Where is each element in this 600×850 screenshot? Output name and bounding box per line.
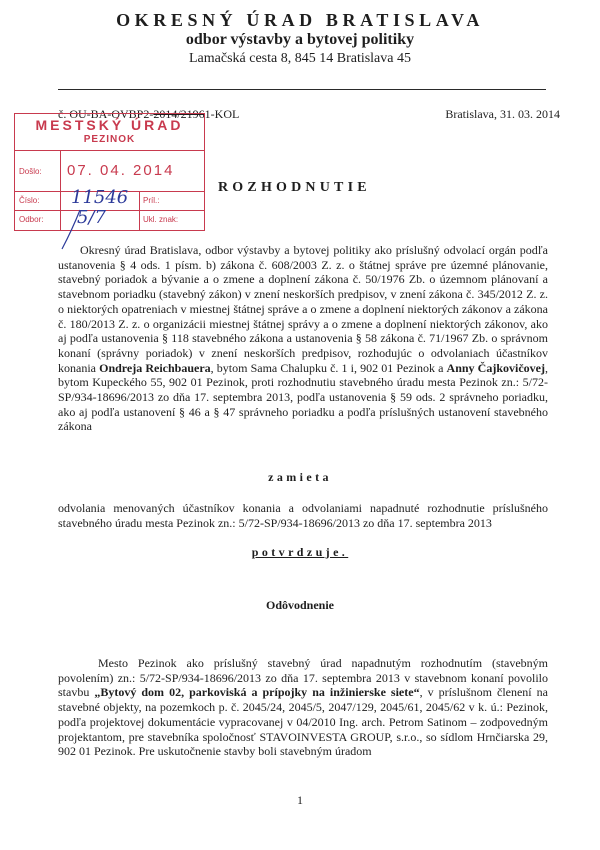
page-number: 1 xyxy=(297,793,303,807)
stamp-attachment-label: Príl.: xyxy=(143,196,160,205)
reasoning-text: Mesto Pezinok ako príslušný stavebný úrad napadnutým rozhodnutím (stavebným povolením) zn.: 5/72-SP/934-18696/2013 zo dňa 17. septembra 2013 v stavebnom konaní povolilo stavbu xyxy=(58,656,548,700)
appellant-name: Ondreja Reichbauera xyxy=(99,360,211,375)
decision-text: , bytom Kupeckého 55, 902 01 Pezinok, proti rozhodnutiu stavebného úradu mesta Pezinok zn.: 5/72-SP/934-18696/2013 zo dňa 17. septembra 2013, podľa ustanovenia § 59 ods. 2 správneho poriadku, ako aj podľa ustanovení § 46 a § 47 správneho poriadku a podľa príslušných ustanovení stavebného zákona xyxy=(58,360,548,434)
stamp-received-label: Došlo: xyxy=(19,167,42,176)
stamp-register-handwritten: 5/7 xyxy=(77,207,106,228)
appeal-paragraph: odvolania menovaných účastníkov konania a odvolaniami napadnuté rozhodnutie príslušného stavebného úradu mesta Pezinok zn.: 5/72-SP/934-18696/2013 zo dňa 17. septembra 2013 xyxy=(58,501,548,530)
reference-suffix: 1-KOL xyxy=(204,107,240,121)
reference-struck: 2014/2196 xyxy=(153,107,205,121)
place-and-date: Bratislava, 31. 03. 2014 xyxy=(445,107,560,121)
decision-paragraph xyxy=(58,243,548,434)
stamp-divider xyxy=(139,191,140,230)
stamp-title: MESTSKÝ ÚRAD xyxy=(35,117,184,133)
stamp-number-handwritten: 11546 xyxy=(71,187,129,208)
decision-text: Okresný úrad Bratislava, odbor výstavby a bytovej politiky ako príslušný odvolací orgán podľa ustanovenia § 4 ods. 1 písm. b) zákona č. 608/2003 Z. z. o štátnej správe pre územné plánovanie, stavebný poriadok a bývanie a o zmene a doplnení zákona č. 50/1976 Zb. o územnom plánovaní a stavebnom poriadku (stavebný zákon) v znení neskorších predpisov, v znení zákona č. 345/2012 Z. z. o niektorých opatreniach v miestnej štátnej správe a o zmene a doplnení niektorých zákonov a zákona č. 180/2013 Z. z. o organizácii miestnej štátnej správy a o zmene a doplnení niektorých zákonov, ako aj podľa ustanovenia § 118 stavebného zákona a ustanovenia § 58 zákona č. 71/1967 Zb. o správnom konaní (správny poriadok) v znení neskorších predpisov, rozhodujúc o odvolaniach účastníkov konania xyxy=(58,243,548,375)
reasoning-text: , v príslušnom členení na stavebné objekty, na pozemkoch p. č. 2045/24, 2045/5, 2047/129, 2045/61, 2045/62 v k. ú.: Pezinok, podľa projektovej dokumentácie vypracovanej v 04/2010 Ing. arch. Petrom Satinom – zodpovedným projektantom, pre stavebníka spoločnosť STAVOINVESTA GROUP, s.r.o., so sídlom Hrnčiarska 29, 902 01 Pezinok. Pre uskutočnenie stavby boli stavebným úradom xyxy=(58,685,548,759)
building-name: „Bytový dom 02, parkoviská a prípojky na inžinierske siete“ xyxy=(94,685,420,700)
office-address: Lamačská cesta 8, 845 14 Bratislava 45 xyxy=(189,51,411,66)
stamp-received-date: 07. 04. 2014 xyxy=(67,162,175,179)
appellant-name: Anny Čajkovičovej xyxy=(446,360,545,375)
stamp-code-label: Ukl. znak: xyxy=(143,215,179,224)
document-title: ROZHODNUTIE xyxy=(218,180,371,195)
registry-stamp xyxy=(14,113,205,231)
stamp-number-label: Číslo: xyxy=(19,196,40,205)
department-name: odbor výstavby a bytovej politiky xyxy=(185,31,415,48)
reference-prefix: č. OU-BA-OVBP2- xyxy=(58,107,154,121)
stamp-city: PEZINOK xyxy=(83,134,136,145)
stamp-register-label: Odbor: xyxy=(19,215,44,224)
decision-text: , bytom Sama Chalupku č. 1 i, 902 01 Pezinok a xyxy=(210,360,447,375)
verdict-confirms: potvrdzuje. xyxy=(251,545,349,559)
office-name: OKRESNÝ ÚRAD BRATISLAVA xyxy=(116,10,484,30)
stamp-divider xyxy=(15,210,204,211)
verdict-dismisses: zamieta xyxy=(268,470,332,484)
reasoning-paragraph xyxy=(58,656,548,759)
header-divider xyxy=(58,89,546,90)
reasoning-heading: Odôvodnenie xyxy=(265,598,334,612)
stamp-divider xyxy=(15,150,204,151)
